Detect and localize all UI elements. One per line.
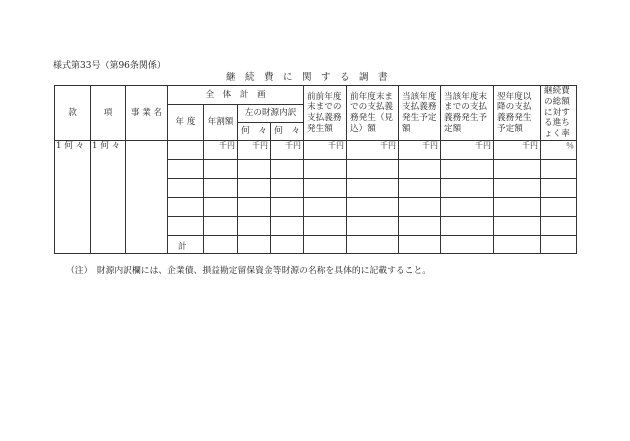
header-zen-nendo: 前年度末までの支払義務発生（見込）額 — [347, 86, 399, 141]
table-cell — [541, 198, 577, 217]
unit-tougai-yotei: 千円 — [399, 141, 441, 160]
table-cell — [441, 198, 494, 217]
table-cell — [541, 160, 577, 179]
unit-yokunendo: 千円 — [494, 141, 541, 160]
unit-nani-2: 千円 — [271, 141, 304, 160]
row-kan-cell — [55, 141, 91, 254]
table-cell — [304, 160, 347, 179]
table-cell — [304, 236, 347, 254]
table-cell — [441, 236, 494, 254]
table-cell — [168, 160, 204, 179]
table-cell — [304, 179, 347, 198]
table-cell — [541, 217, 577, 236]
footnote: （注） 財源内訳欄には、企業債、損益勘定留保資金等財源の名称を具体的に記載すること。 — [66, 266, 432, 276]
table-cell — [399, 160, 441, 179]
header-nenwarigaku: 年割額 — [204, 105, 238, 141]
row-kan-label: 1 何 々 — [56, 141, 85, 151]
table-cell — [399, 198, 441, 217]
table-cell — [347, 179, 399, 198]
unit-tougai-made: 千円 — [441, 141, 494, 160]
table-cell — [494, 198, 541, 217]
table-cell — [541, 236, 577, 254]
table-cell — [168, 217, 204, 236]
header-nendo: 年 度 — [168, 105, 204, 141]
table-cell — [204, 217, 238, 236]
table-cell — [271, 198, 304, 217]
table-cell — [347, 236, 399, 254]
table-cell — [168, 198, 204, 217]
header-zentai-keikaku: 全 体 計 画 — [168, 86, 304, 105]
table-cell — [304, 217, 347, 236]
table-cell — [441, 179, 494, 198]
table-cell — [399, 236, 441, 254]
total-label: 計 — [168, 236, 204, 254]
row-kou-label: 1 何 々 — [92, 141, 121, 151]
table-cell — [238, 217, 271, 236]
continuing-expense-table — [54, 85, 577, 254]
header-tougai-made: 当該年度末までの支払義務発生予定額 — [441, 86, 494, 141]
table-cell — [441, 160, 494, 179]
table-cell — [204, 198, 238, 217]
unit-shinchoku-ritsu: ％ — [541, 141, 577, 160]
table-cell — [168, 179, 204, 198]
header-zenzen-nendo: 前前年度末までの支払義務発生額 — [304, 86, 347, 141]
document-title: 継 続 費 に 関 す る 調 書 — [226, 72, 388, 83]
table-cell — [271, 179, 304, 198]
header-kan: 款 — [55, 86, 91, 141]
unit-zen-nendo: 千円 — [347, 141, 399, 160]
table-cell — [541, 179, 577, 198]
table-cell — [204, 236, 238, 254]
table-cell — [271, 217, 304, 236]
table-cell — [238, 179, 271, 198]
table-cell — [204, 179, 238, 198]
table-cell — [399, 179, 441, 198]
table-cell — [204, 160, 238, 179]
table-cell — [238, 160, 271, 179]
table-cell — [399, 217, 441, 236]
header-tougai-yotei: 当該年度支払義務発生予定額 — [399, 86, 441, 141]
header-nani-2: 何 々 — [271, 123, 304, 141]
table-cell — [238, 236, 271, 254]
table-cell — [347, 198, 399, 217]
table-cell — [494, 217, 541, 236]
table-cell — [238, 198, 271, 217]
header-zaigen-uchiwake: 左の財源内訳 — [238, 105, 304, 123]
table-cell — [271, 236, 304, 254]
unit-nenwarigaku: 千円 — [204, 141, 238, 160]
header-nani-1: 何 々 — [238, 123, 271, 141]
unit-zenzen-nendo: 千円 — [304, 141, 347, 160]
row-jigyomei-cell — [126, 141, 168, 254]
table-cell — [347, 160, 399, 179]
unit-nani-1: 千円 — [238, 141, 271, 160]
header-kou: 項 — [91, 86, 126, 141]
form-number: 様式第33号（第96条関係） — [53, 61, 166, 71]
table-cell — [347, 217, 399, 236]
header-jigyomei: 事 業 名 — [126, 86, 168, 141]
table-cell — [494, 236, 541, 254]
header-yokunendo: 翌年度以降の支払義務発生予定額 — [494, 86, 541, 141]
table-cell — [441, 217, 494, 236]
table-cell — [271, 160, 304, 179]
row-kou-cell — [91, 141, 126, 254]
header-shinchoku-ritsu: 継続費の総額に対する進ちょく率 — [541, 86, 577, 141]
table-cell — [494, 160, 541, 179]
table-cell — [494, 179, 541, 198]
cell-nendo — [168, 141, 204, 160]
table-cell — [304, 198, 347, 217]
